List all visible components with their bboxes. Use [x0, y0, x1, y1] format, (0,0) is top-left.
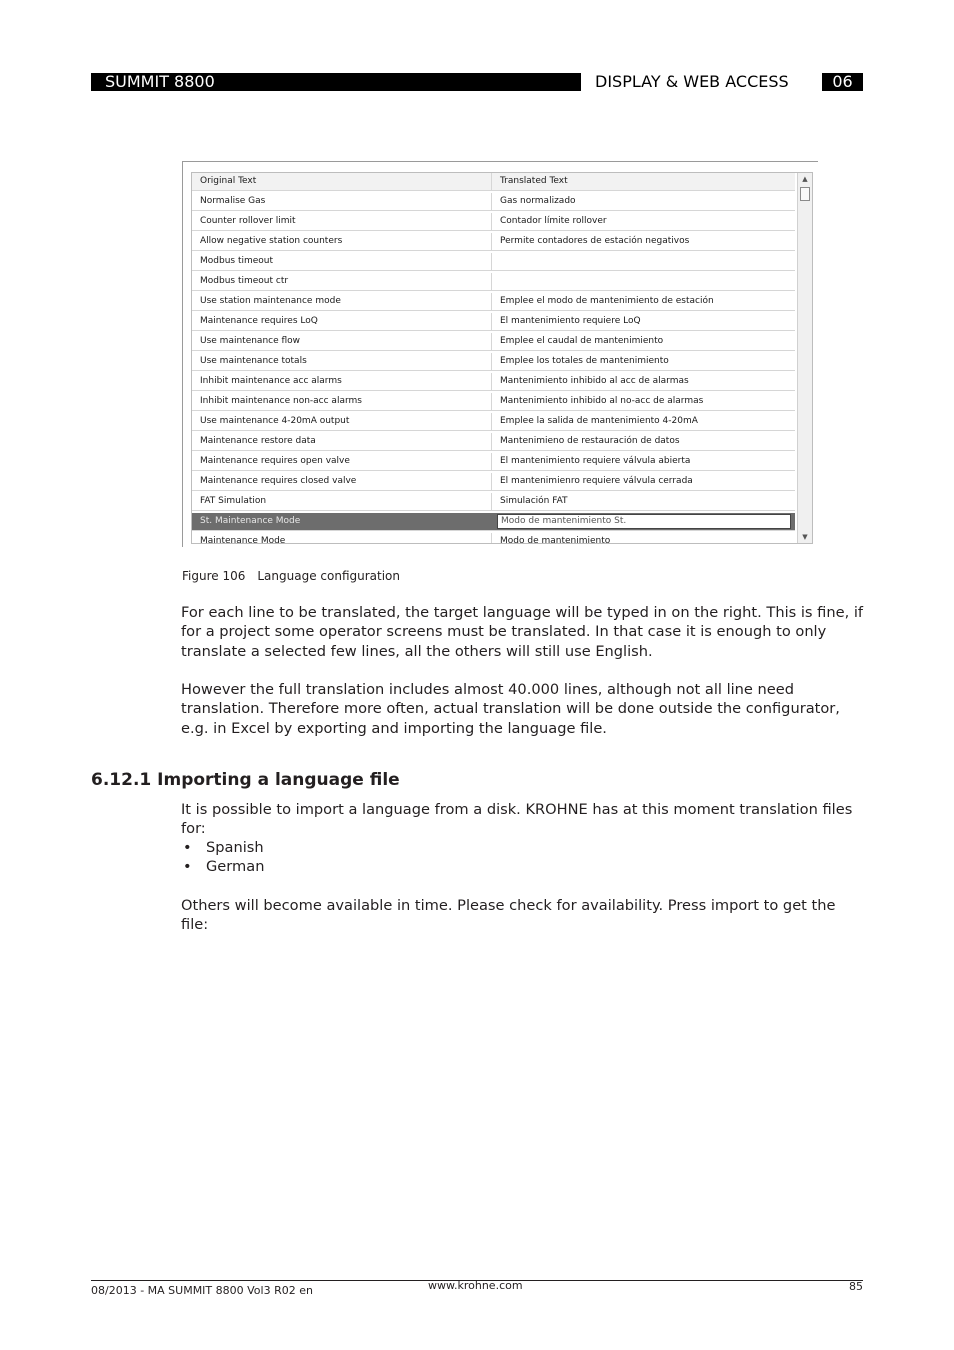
header-product: SUMMIT 8800: [91, 73, 581, 91]
language-list: [181, 838, 264, 877]
translated-text-cell[interactable]: Modo de mantenimiento: [500, 536, 611, 544]
original-text-cell: Modbus timeout: [192, 253, 492, 270]
original-text-cell: Maintenance requires open valve: [192, 453, 492, 470]
list-item: [181, 838, 264, 857]
column-header-translated[interactable]: Translated Text: [500, 176, 568, 186]
original-text-cell: Counter rollover limit: [192, 213, 492, 230]
translated-text-cell[interactable]: Emplee el modo de mantenimiento de estación: [500, 296, 714, 306]
list-item-label: Spanish: [206, 839, 264, 856]
section-heading: 6.12.1 Importing a language file: [91, 770, 400, 790]
original-text-cell: Maintenance restore data: [192, 433, 492, 450]
bullet: •: [183, 839, 192, 856]
table-row[interactable]: [192, 473, 795, 491]
footer-page-number: 85: [849, 1280, 863, 1293]
table-row[interactable]: [192, 193, 795, 211]
selected-table-row[interactable]: [192, 513, 795, 531]
translated-text-cell[interactable]: El mantenimiento requiere válvula abierta: [500, 456, 691, 466]
translated-text-cell[interactable]: Gas normalizado: [500, 196, 576, 206]
translated-text-cell[interactable]: El mantenimienro requiere válvula cerrada: [500, 476, 693, 486]
list-item: [181, 857, 264, 876]
table-row[interactable]: [192, 413, 795, 431]
table-row[interactable]: [192, 393, 795, 411]
table-row[interactable]: [192, 373, 795, 391]
header-section-title: DISPLAY & WEB ACCESS: [595, 72, 789, 91]
translated-text-cell[interactable]: Mantenimieno de restauración de datos: [500, 436, 680, 446]
original-text-cell: Inhibit maintenance non-acc alarms: [192, 393, 492, 410]
translated-text-cell[interactable]: Emplee el caudal de mantenimiento: [500, 336, 664, 346]
table-row[interactable]: [192, 273, 795, 291]
translated-text-cell[interactable]: [493, 273, 795, 290]
grid-header-row: [192, 173, 795, 191]
list-item-label: German: [206, 858, 265, 876]
table-row[interactable]: [192, 453, 795, 471]
translated-text-cell[interactable]: Mantenimiento inhibido al no-acc de alarmas: [500, 396, 704, 406]
paragraph-full-translation: However the full translation includes almost 40.000 lines, although not all line need translation. Therefore more often, actual translation will be done outside the configurator, e.g. in Excel by exporting and importing the language file.: [181, 681, 840, 737]
paragraph-import-language: It is possible to import a language from a disk. KROHNE has at this moment translation files for:: [181, 801, 853, 838]
table-row[interactable]: [192, 213, 795, 231]
bullet: •: [183, 858, 192, 876]
figure-number: Figure 106: [182, 569, 246, 583]
table-row[interactable]: [192, 293, 795, 311]
table-row[interactable]: [192, 493, 795, 511]
original-text-cell: Use maintenance totals: [192, 353, 492, 370]
scroll-down-arrow-icon[interactable]: ▼: [802, 533, 808, 541]
vertical-scrollbar[interactable]: [797, 173, 812, 543]
table-row[interactable]: [192, 253, 795, 271]
figure-title: Language configuration: [257, 569, 400, 583]
original-text-cell: Maintenance requires LoQ: [192, 313, 492, 330]
table-row-partial[interactable]: [192, 533, 795, 544]
original-text-cell: Maintenance Mode: [192, 533, 492, 544]
translation-grid: [191, 172, 813, 544]
scrollbar-thumb[interactable]: [800, 187, 810, 201]
translated-text-cell[interactable]: El mantenimiento requiere LoQ: [500, 316, 641, 326]
figure-caption: [182, 568, 400, 584]
translated-text-cell[interactable]: Permite contadores de estación negativos: [500, 236, 690, 246]
paragraph-availability: Others will become available in time. Please check for availability. Press import to get the file:: [181, 897, 836, 934]
language-config-screenshot: [182, 161, 818, 547]
translated-text-cell[interactable]: [493, 253, 795, 270]
translation-edit-field[interactable]: Modo de mantenimiento St.: [497, 514, 791, 529]
header-chapter-number: 06: [822, 73, 863, 91]
original-text-cell: FAT Simulation: [192, 493, 492, 510]
original-text-cell: Normalise Gas: [192, 193, 492, 210]
translated-text-cell[interactable]: Contador límite rollover: [500, 216, 607, 226]
footer-document-id: 08/2013 - MA SUMMIT 8800 Vol3 R02 en: [91, 1284, 313, 1297]
translated-text-cell[interactable]: Simulación FAT: [500, 496, 568, 506]
footer-website: www.krohne.com: [428, 1279, 523, 1292]
table-row[interactable]: [192, 233, 795, 251]
table-row[interactable]: [192, 333, 795, 351]
translated-text-cell[interactable]: Mantenimiento inhibido al acc de alarmas: [500, 376, 689, 386]
table-row[interactable]: [192, 313, 795, 331]
original-text-cell: Use maintenance 4-20mA output: [192, 413, 492, 430]
translated-text-cell[interactable]: Emplee la salida de mantenimiento 4-20mA: [500, 416, 698, 426]
original-text-cell: Use maintenance flow: [192, 333, 492, 350]
table-row[interactable]: [192, 433, 795, 451]
original-text-cell: Use station maintenance mode: [192, 293, 492, 310]
column-header-original[interactable]: Original Text: [192, 173, 492, 190]
translated-text-cell[interactable]: Emplee los totales de mantenimiento: [500, 356, 669, 366]
scroll-up-arrow-icon[interactable]: ▲: [802, 175, 808, 183]
original-text-cell: Allow negative station counters: [192, 233, 492, 250]
original-text-cell: Modbus timeout ctr: [192, 273, 492, 290]
paragraph-translate-lines: For each line to be translated, the target language will be typed in on the right. This is fine, if for a project some operator screens must be translated. In that case it is enough to only translate a selected few lines, all the others will still use English.: [181, 604, 864, 660]
table-row[interactable]: [192, 353, 795, 371]
original-text-cell: Maintenance requires closed valve: [192, 473, 492, 490]
original-text-cell: St. Maintenance Mode: [192, 513, 492, 530]
original-text-cell: Inhibit maintenance acc alarms: [192, 373, 492, 390]
